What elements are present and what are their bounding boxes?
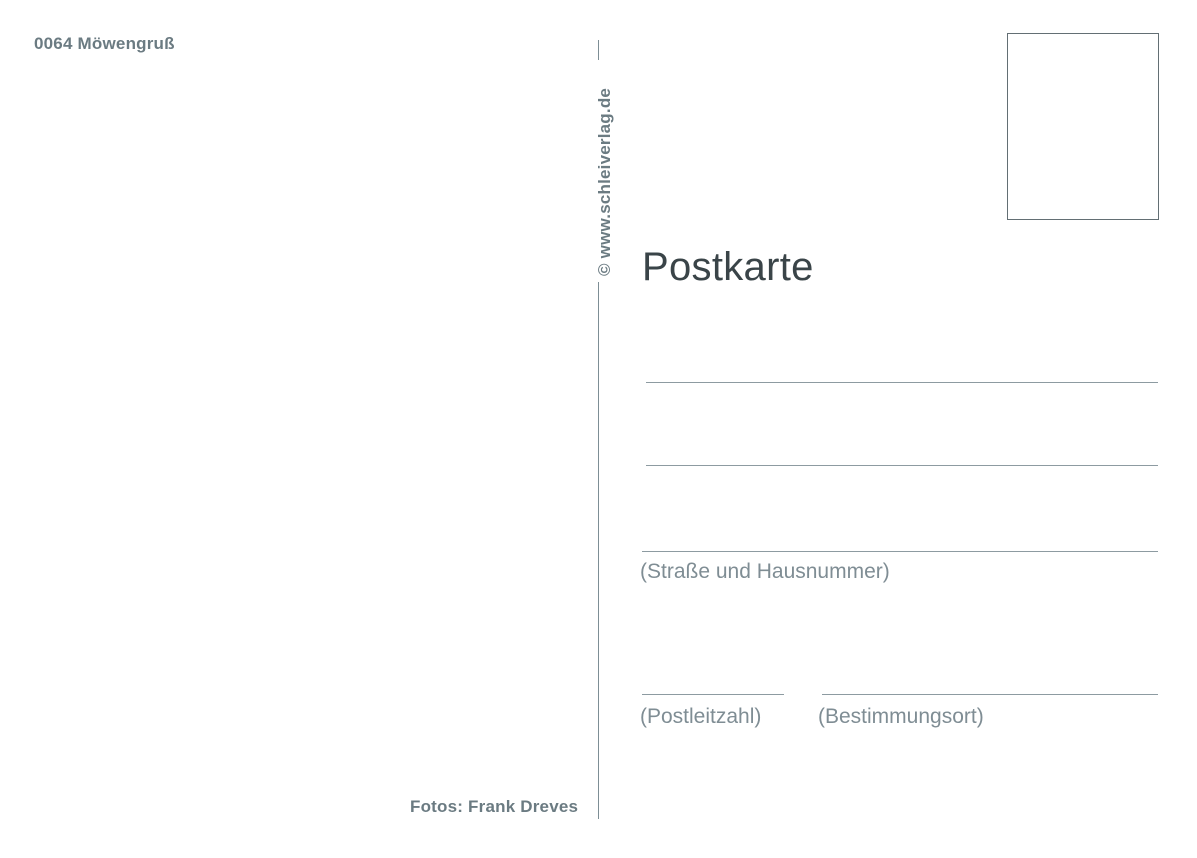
photo-credit-label: Fotos: Frank Dreves <box>410 797 579 816</box>
stamp-placeholder-box <box>1007 33 1159 220</box>
address-line-zip <box>642 694 784 695</box>
street-label: (Straße und Hausnummer) <box>640 560 890 583</box>
address-line-2 <box>646 465 1158 466</box>
divider-line-bottom <box>598 282 599 819</box>
card-code-label: 0064 Möwengruß <box>34 34 175 53</box>
copyright-text: © www.schleiverlag.de <box>595 87 614 276</box>
copyright-notice <box>593 0 615 276</box>
zip-label: (Postleitzahl) <box>640 705 762 728</box>
address-line-1 <box>646 382 1158 383</box>
page-title: Postkarte <box>642 245 814 289</box>
address-line-city <box>822 694 1158 695</box>
address-line-street <box>642 551 1158 552</box>
city-label: (Bestimmungsort) <box>818 705 984 728</box>
